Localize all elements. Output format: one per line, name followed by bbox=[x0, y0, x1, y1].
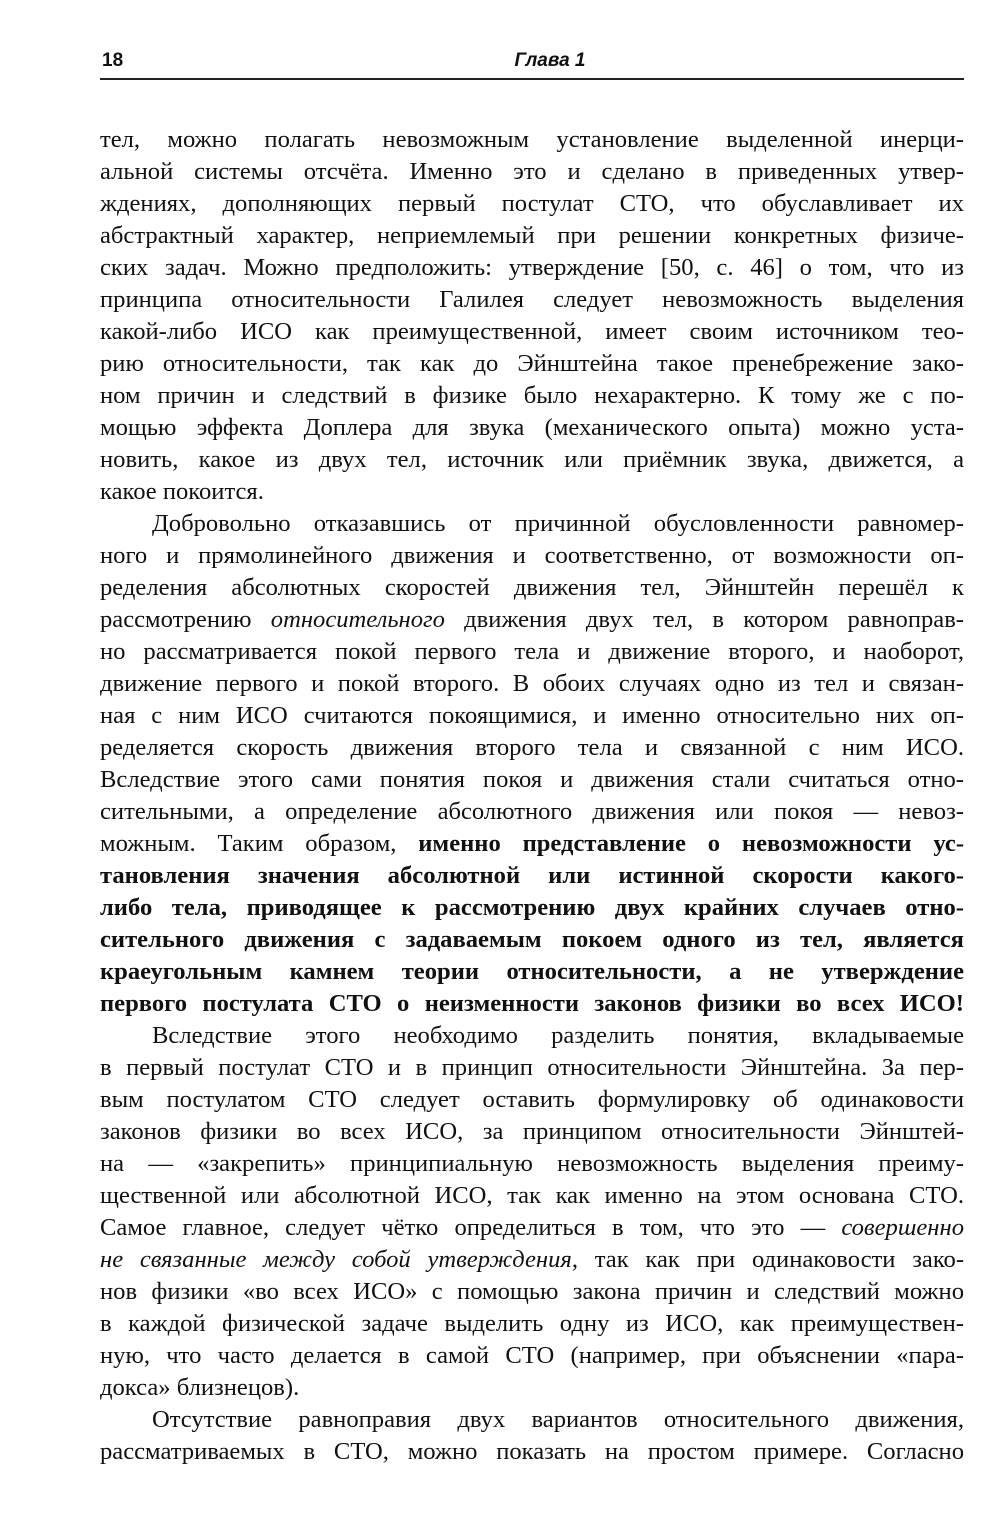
text-line: сительными, а определение абсолютного движения или покоя — невоз- bbox=[100, 798, 964, 825]
text-line: ном причин и следствий в физике было нехарактерно. К тому же с по- bbox=[100, 382, 964, 409]
paragraph-2 bbox=[100, 508, 964, 1020]
text-line: новить, какое из двух тел, источник или приёмник звука, движется, а bbox=[100, 446, 964, 473]
text-line: но рассматривается покой первого тела и движение второго, и наоборот, bbox=[100, 638, 964, 665]
text-line: Отсутствие равноправия двух вариантов относительного движения, bbox=[152, 1406, 964, 1433]
text-line: в каждой физической задаче выделить одну из ИСО, как преимуществен- bbox=[100, 1310, 964, 1337]
text-run: рассмотрению bbox=[100, 606, 271, 633]
text-run: , так как при одинаковости зако- bbox=[571, 1246, 965, 1273]
bold-emphasis: именно представление о невозможности ус- bbox=[418, 830, 965, 857]
text-line: вым постулатом СТО следует оставить формулировку об одинаковости bbox=[100, 1086, 964, 1113]
text-line: какое покоится. bbox=[100, 478, 264, 505]
text-line: ределяется скорость движения второго тела и связанной с ним ИСО. bbox=[100, 734, 964, 761]
text-line: Вследствие этого необходимо разделить понятия, вкладываемые bbox=[152, 1022, 964, 1049]
italic-term: относительного bbox=[270, 606, 445, 633]
bold-line: тановления значения абсолютной или истинной скорости какого- bbox=[100, 862, 964, 889]
text-line: рассматриваемых в СТО, можно показать на простом примере. Согласно bbox=[100, 1438, 964, 1465]
text-run: можным. Таким образом, bbox=[100, 830, 419, 857]
text-line: ждениях, дополняющих первый постулат СТО, что обуславливает их bbox=[100, 190, 964, 217]
text-line: ределения абсолютных скоростей движения тел, Эйнштейн перешёл к bbox=[100, 574, 964, 601]
text-line: Вследствие этого сами понятия покоя и движения стали считаться отно- bbox=[100, 766, 964, 793]
text-line: щественной или абсолютной ИСО, так как именно на этом основана СТО. bbox=[100, 1182, 964, 1209]
body-text bbox=[100, 124, 964, 1468]
text-line: движение первого и покой второго. В обоих случаях одно из тел и связан- bbox=[100, 670, 964, 697]
text-line: рию относительности, так как до Эйнштейна такое пренебрежение зако- bbox=[100, 350, 964, 377]
text-line: абстрактный характер, неприемлемый при решении конкретных физиче- bbox=[100, 222, 964, 249]
bold-line: первого постулата СТО о неизменности законов физики во всех ИСО! bbox=[100, 990, 964, 1017]
text-line: ного и прямолинейного движения и соответственно, от возможности оп- bbox=[100, 542, 964, 569]
italic-emphasis: не связанные между собой утверждения bbox=[100, 1246, 572, 1273]
bold-line: либо тела, приводящее к рассмотрению двух крайних случаев отно- bbox=[100, 894, 964, 921]
text-line: ную, что часто делается в самой СТО (например, при объяснении «пара- bbox=[100, 1342, 964, 1369]
text-line: нов физики «во всех ИСО» с помощью закона причин и следствий можно bbox=[100, 1278, 964, 1305]
text-line bbox=[100, 828, 964, 860]
text-line bbox=[100, 1244, 964, 1276]
bold-line: краеугольным камнем теории относительности, а не утверждение bbox=[100, 958, 964, 985]
text-line: законов физики во всех ИСО, за принципом относительности Эйнштей- bbox=[100, 1118, 964, 1145]
page-number: 18 bbox=[102, 50, 124, 71]
text-line: принципа относительности Галилея следует невозможность выделения bbox=[100, 286, 964, 313]
text-line bbox=[100, 1212, 964, 1244]
text-line: мощью эффекта Доплера для звука (механического опыта) можно уста- bbox=[100, 414, 964, 441]
text-line: ских задач. Можно предположить: утверждение [50, с. 46] о том, что из bbox=[100, 254, 964, 281]
text-line: ная с ним ИСО считаются покоящимися, и именно относительно них оп- bbox=[100, 702, 964, 729]
italic-emphasis: совершенно bbox=[841, 1214, 964, 1241]
paragraph-4 bbox=[100, 1404, 964, 1468]
text-line: тел, можно полагать невозможным установление выделенной инерци- bbox=[100, 126, 964, 153]
text-line: докса» близнецов). bbox=[100, 1374, 300, 1401]
text-line: в первый постулат СТО и в принцип относительности Эйнштейна. За пер- bbox=[100, 1054, 964, 1081]
bold-line: сительного движения с задаваемым покоем одного из тел, является bbox=[100, 926, 964, 953]
text-line: альной системы отсчёта. Именно это и сделано в приведенных утвер- bbox=[100, 158, 964, 185]
text-line: Добровольно отказавшись от причинной обусловленности равномер- bbox=[152, 510, 964, 537]
paragraph-1 bbox=[100, 124, 964, 508]
page-header bbox=[100, 48, 964, 80]
text-run: Самое главное, следует чётко определиться в том, что это — bbox=[100, 1214, 842, 1241]
text-line: на — «закрепить» принципиальную невозможность выделения преиму- bbox=[100, 1150, 964, 1177]
chapter-title: Глава 1 bbox=[514, 50, 586, 71]
text-line bbox=[100, 604, 964, 636]
paragraph-3 bbox=[100, 1020, 964, 1404]
text-run: движения двух тел, в котором равноправ- bbox=[444, 606, 964, 633]
text-line: какой-либо ИСО как преимущественной, имеет своим источником тео- bbox=[100, 318, 964, 345]
